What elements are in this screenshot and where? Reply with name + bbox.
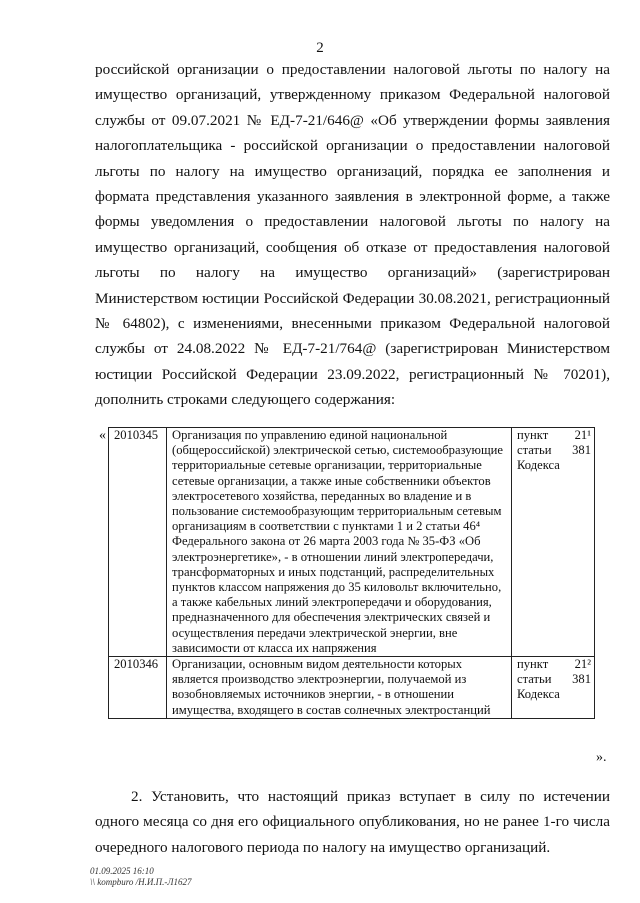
legal-reference-cell [512, 657, 595, 719]
footer-file-path: \\ kompburo /Н.И.П.-Л1627 [90, 877, 192, 887]
table-row [109, 657, 595, 719]
reference-word: статьи [517, 672, 552, 687]
benefit-code-cell: 2010346 [109, 657, 167, 719]
reference-word: статьи [517, 443, 552, 458]
reference-word: пункт [517, 428, 549, 442]
page-number: 2 [316, 40, 324, 56]
reference-word: Кодекса [517, 458, 560, 473]
benefit-codes-table [108, 427, 595, 719]
footer-timestamp: 01.09.2025 16:10 [90, 866, 154, 876]
reference-number: 381 [572, 443, 591, 458]
table-row [109, 428, 595, 657]
benefit-description-cell: Организация по управлению единой национальной (общероссийской) электрической сетью, системообразующие территориальные сетевые организации, территориальные сетевые организации, а также иные собственники объектов электросетевого хозяйства, переданных во владение и в пользование системообразующим территориальным сетевым организациям в соответствии с пунктами 1 и 2 статьи 46⁴ Федерального закона от 26 марта 2003 года № 35-ФЗ «Об электроэнергетике», - в отношении линий электропередачи, трансформаторных и иных подстанций, распределительных пунктов классом напряжения до 35 киловольт включительно, а также кабельных линий электропередачи и оборудования, предназначенного для обеспечения электрических связей и осуществления передачи электрической энергии, вне зависимости от класса их напряжения [167, 428, 512, 657]
opening-quote-mark: « [99, 428, 106, 443]
intro-paragraph: российской организации о предоставлении налоговой льготы по налогу на имущество организаций, утвержденному приказом Федеральной налоговой службы от 09.07.2021 № ЕД-7-21/646@ «Об утверждении формы заявления налогоплательщика - российской организации о предоставлении налоговой льготы по налогу на имущество организаций, порядка ее заполнения и формата представления указанного заявления в электронной форме, а также формы уведомления о предоставлении налоговой льготы по налогу на имущество организаций, сообщения об отказе от предоставления налоговой льготы по налогу на имущество организаций» (зарегистрирован Министерством юстиции Российской Федерации 30.08.2021, регистрационный № 64802), с изменениями, внесенными приказом Федеральной налоговой службы от 24.08.2022 № ЕД-7-21/764@ (зарегистрирован Министерством юстиции Российской Федерации 23.09.2022, регистрационный № 70201), дополнить строками следующего содержания: [95, 61, 610, 409]
closing-quote-mark: ». [596, 750, 607, 765]
clause-2-paragraph: 2. Установить, что настоящий приказ вступает в силу по истечении одного месяца со дня его официального опубликования, но не ранее 1-го числа очередного налогового периода по налогу на имущество организаций. [95, 788, 610, 856]
reference-word: Кодекса [517, 687, 560, 702]
reference-number: 381 [572, 672, 591, 687]
reference-number: 21¹ [574, 428, 591, 442]
legal-reference-cell [512, 428, 595, 657]
reference-word: пункт [517, 657, 549, 672]
document-footer [90, 866, 192, 888]
reference-number: 21² [574, 657, 591, 672]
benefit-description-cell: Организации, основным видом деятельности которых является производство электроэнергии, получаемой из возобновляемых источников энергии, - в отношении имущества, входящего в состав солнечных электростанций [167, 657, 512, 719]
benefit-code-cell: 2010345 [109, 428, 167, 657]
